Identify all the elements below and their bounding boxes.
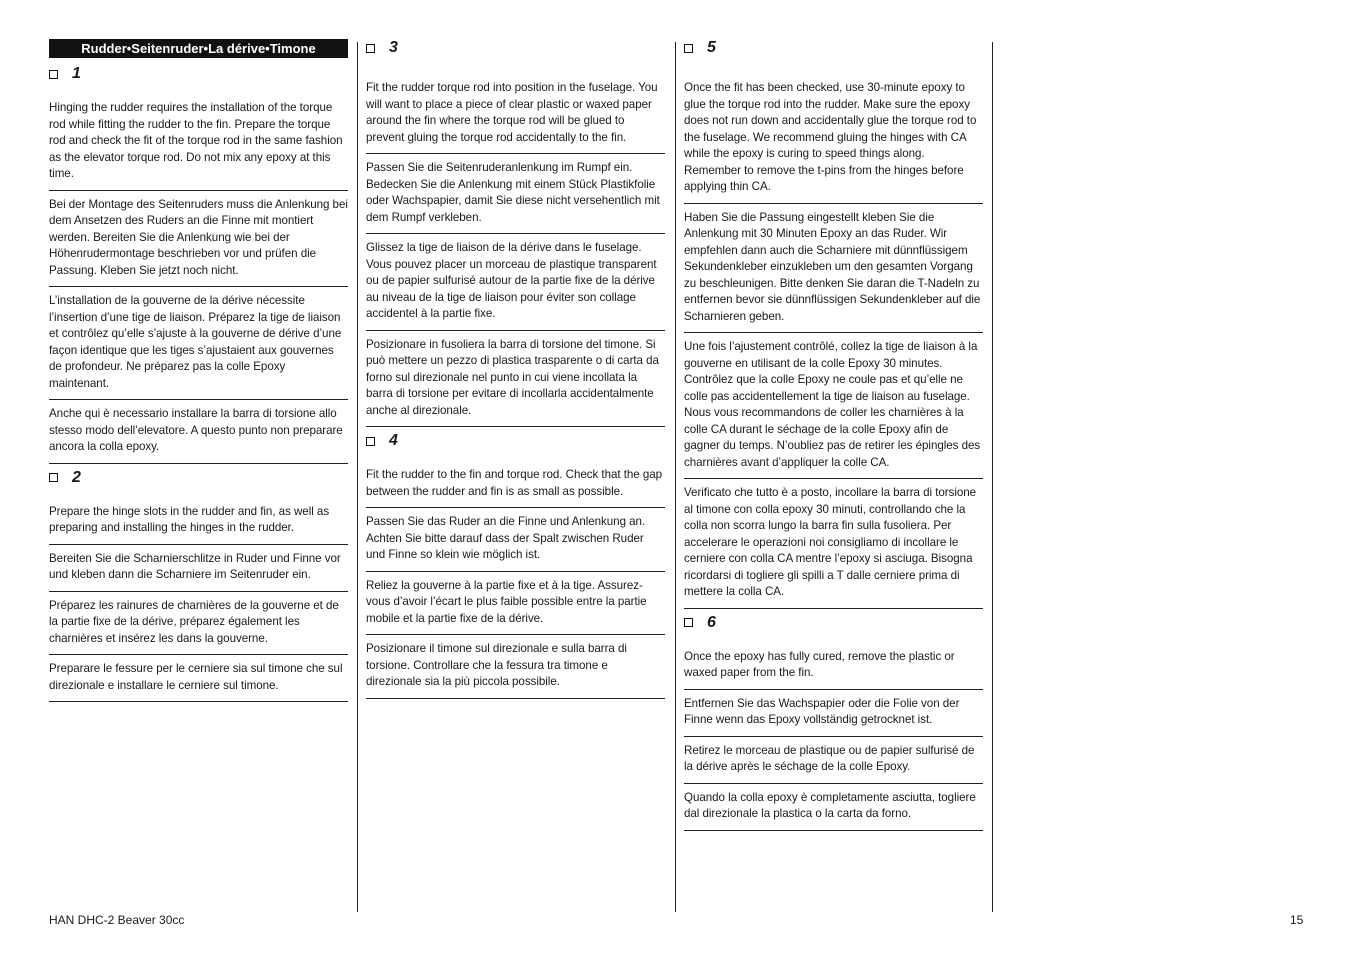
step-number: 6 [707, 613, 716, 631]
step-heading [366, 431, 665, 451]
column-divider [992, 42, 993, 912]
step-heading [684, 38, 983, 58]
step-number: 1 [72, 65, 81, 82]
paragraph-de: Passen Sie das Ruder an die Finne und Anlenkung an. Achten Sie bitte darauf dass der Spalt zwischen Ruder und Finne so klein wie möglich ist. [366, 508, 665, 572]
column-1 [49, 38, 348, 702]
column-divider [675, 42, 676, 912]
paragraph-en: Fit the rudder torque rod into position in the fuselage. You will want to place a piece of clear plastic or waxed paper around the fin where the torque rod will be glued to prevent gluing the torque rod accidentally to the fin. [366, 80, 665, 154]
paragraph-en: Fit the rudder to the fin and torque rod. Check that the gap between the rudder and fin is as small as possible. [366, 467, 665, 508]
step-3 [366, 38, 665, 427]
paragraph-de: Haben Sie die Passung eingestellt kleben Sie die Anlenkung mit 30 Minuten Epoxy an das Ruder. Wir empfehlen dann auch die Scharniere mit dünnflüssigem Sekundenkleber einzukleben um den gesamten Vorgang zu beschleunigen. Bitte denken Sie daran die T-Nadeln zu entfernen bevor sie dünnflüssigen Sekundenkleber auf die Scharnieren geben. [684, 204, 983, 334]
step-heading [49, 468, 348, 488]
paragraph-it: Preparare le fessure per le cerniere sia sul timone che sul direzionale e installare le cerniere sul timone. [49, 655, 348, 702]
paragraph-it: Quando la colla epoxy è completamente asciutta, togliere dal direzionale la plastica o la carta da forno. [684, 784, 983, 831]
column-divider [357, 42, 358, 912]
paragraph-fr: Retirez le morceau de plastique ou de papier sulfurisé de la dérive après le séchage de la colle Epoxy. [684, 737, 983, 784]
column-3 [684, 38, 983, 831]
checkbox-icon[interactable] [684, 44, 693, 53]
step-2 [49, 468, 348, 703]
paragraph-fr: Reliez la gouverne à la partie fixe et à la tige. Assurez-vous d’avoir l’écart le plus faible possible entre la partie mobile et la partie fixe de la dérive. [366, 572, 665, 636]
paragraph-fr: Préparez les rainures de charnières de la gouverne et de la partie fixe de la dérive, préparez également les charnières et insérez les dans la gouverne. [49, 592, 348, 656]
step-heading [366, 38, 665, 58]
paragraph-de: Bei der Montage des Seitenruders muss die Anlenkung bei dem Ansetzen des Ruders an die Finne mit montiert werden. Bereiten Sie die Anlenkung wie bei der Höhenrudermontage beschrieben vor und prüfen die Passung. Kleben Sie jetzt noch nicht. [49, 191, 348, 288]
step-heading [684, 613, 983, 633]
checkbox-icon[interactable] [684, 618, 693, 627]
paragraph-de: Entfernen Sie das Wachspapier oder die Folie von der Finne wenn das Epoxy vollständig getrocknet ist. [684, 690, 983, 737]
paragraph-fr: Une fois l’ajustement contrôlé, collez la tige de liaison à la gouverne en utilisant de la colle Epoxy 30 minutes. Contrôlez que la colle Epoxy ne coule pas et qu’elle ne colle pas accidentellement la tige de liaison au fuselage. Nous vous recommandons de coller les charnières à la colle CA durant le séchage de la colle Epoxy afin de gagner du temps. N’oubliez pas de retirer les épingles des charnières avant d’appliquer la colle CA. [684, 333, 983, 479]
column-2 [366, 38, 665, 699]
page-number: 15 [1290, 913, 1304, 927]
step-number: 5 [707, 39, 716, 56]
paragraph-it: Posizionare in fusoliera la barra di torsione del timone. Si può mettere un pezzo di plastica trasparente o di carta da forno sul direzionale nel punto in cui viene incollata la barra di torsione per evitare di incollarla accidentalmente anche al direzionale. [366, 331, 665, 428]
step-number: 3 [389, 39, 398, 56]
checkbox-icon[interactable] [49, 473, 58, 482]
checkbox-icon[interactable] [366, 437, 375, 446]
step-number: 4 [389, 432, 398, 449]
section-title: Rudder•Seitenruder•La dérive•Timone [49, 39, 348, 58]
paragraph-de: Bereiten Sie die Scharnierschlitze in Ruder und Finne vor und kleben dann die Scharniere im Seitenruder ein. [49, 545, 348, 592]
paragraph-it: Anche qui è necessario installare la barra di torsione allo stesso modo dell’elevatore. A questo punto non preparare ancora la colla epoxy. [49, 400, 348, 464]
paragraph-en: Hinging the rudder requires the installation of the torque rod while fitting the rudder to the fin. Prepare the torque rod and check the fit of the torque rod in the same fashion as the elevator torque rod. Do not mix any epoxy at this time. [49, 100, 348, 191]
paragraph-en: Once the fit has been checked, use 30-minute epoxy to glue the torque rod into the rudder. Make sure the epoxy does not run down and accidentally glue the torque rod to the fuselage. We recommend gluing the hinges with CA while the epoxy is curing to speed things along. Remember to remove the t-pins from the hinges before applying thin CA. [684, 80, 983, 204]
paragraph-it: Posizionare il timone sul direzionale e sulla barra di torsione. Controllare che la fessura tra timone e direzionale sia la più piccola possibile. [366, 635, 665, 699]
step-5 [684, 38, 983, 609]
step-heading [49, 64, 348, 84]
step-6 [684, 613, 983, 831]
step-4 [366, 431, 665, 699]
checkbox-icon[interactable] [49, 70, 58, 79]
paragraph-it: Verificato che tutto è a posto, incollare la barra di torsione al timone con colla epoxy 30 minuti, controllando che la colla non scorra lungo la barra fin sulla fusoliera. Per accelerare le operazioni noi consigliamo di incollare le cerniere con colla CA mentre l’epoxy si asciuga. Bisogna ricordarsi di togliere gli spilli a T dalle cerniere prima di mettere la colla CA. [684, 479, 983, 609]
step-number: 2 [72, 468, 81, 486]
step-1 [49, 64, 348, 464]
paragraph-de: Passen Sie die Seitenruderanlenkung im Rumpf ein. Bedecken Sie die Anlenkung mit einem Stück Plastikfolie oder Wachspapier, damit Sie diese nicht versehentlich mit dem Rumpf verkleben. [366, 154, 665, 234]
footer-model-name: HAN DHC-2 Beaver 30cc [49, 913, 185, 927]
paragraph-en: Once the epoxy has fully cured, remove the plastic or waxed paper from the fin. [684, 649, 983, 690]
paragraph-fr: Glissez la tige de liaison de la dérive dans le fuselage. Vous pouvez placer un morceau de plastique transparent ou de papier sulfurisé autour de la partie fixe de la dérive au niveau de la tige de liaison pour éviter son collage accidentel à la partie fixe. [366, 234, 665, 331]
paragraph-en: Prepare the hinge slots in the rudder and fin, as well as preparing and installing the hinges in the rudder. [49, 504, 348, 545]
paragraph-fr: L’installation de la gouverne de la dérive nécessite l’insertion d’une tige de liaison. Préparez la tige de liaison et contrôlez qu’elle s’ajuste à la gouverne de dérive d’une façon identique que les tiges s’ajustaient aux gouvernes de profondeur. Ne préparez pas la colle Epoxy maintenant. [49, 287, 348, 400]
checkbox-icon[interactable] [366, 44, 375, 53]
